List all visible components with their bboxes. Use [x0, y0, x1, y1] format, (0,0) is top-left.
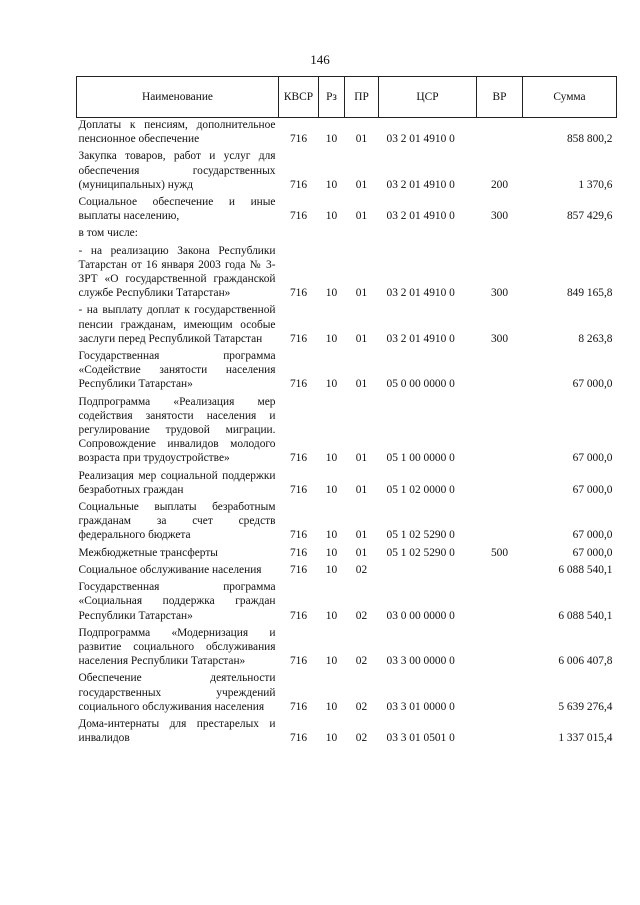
- cell-sum: 5 639 276,4: [558, 700, 613, 713]
- budget-table: [76, 76, 617, 745]
- cell-kvsr: 716: [289, 655, 308, 668]
- cell-rz: 10: [325, 700, 338, 713]
- header-kvsr: КВСР: [279, 77, 319, 118]
- cell-pr: 01: [355, 210, 368, 223]
- table-row: [77, 668, 617, 714]
- cell-kvsr: [279, 223, 319, 240]
- cell-rz: 10: [325, 732, 338, 745]
- cell-pr: 01: [355, 133, 368, 146]
- cell-sum: 1 370,6: [578, 178, 613, 191]
- cell-rz: 10: [325, 178, 338, 191]
- table-header: [77, 77, 617, 118]
- cell-kvsr: 716: [289, 452, 308, 465]
- table-row: [77, 241, 617, 301]
- page-number: 146: [310, 52, 330, 67]
- cell-csr: 03 2 01 4910 0: [386, 133, 455, 146]
- cell-pr: 01: [355, 287, 368, 300]
- cell-vr: [477, 623, 523, 669]
- cell-sum: 67 000,0: [572, 378, 613, 391]
- cell-rz: 10: [325, 287, 338, 300]
- cell-rz: [319, 223, 345, 240]
- cell-pr: 02: [355, 700, 368, 713]
- table-body: [77, 118, 617, 746]
- table-row: [77, 560, 617, 577]
- cell-vr: 300: [490, 210, 509, 223]
- cell-vr: [477, 392, 523, 466]
- cell-sum: 67 000,0: [572, 483, 613, 496]
- cell-rz: 10: [325, 452, 338, 465]
- cell-kvsr: 716: [289, 178, 308, 191]
- cell-vr: 300: [490, 287, 509, 300]
- table-row: [77, 192, 617, 223]
- table-row: [77, 497, 617, 543]
- table-row: [77, 392, 617, 466]
- cell-pr: 01: [355, 546, 368, 559]
- cell-csr: 03 3 01 0000 0: [386, 700, 455, 713]
- cell-sum: 857 429,6: [566, 210, 613, 223]
- cell-csr: 05 0 00 0000 0: [386, 378, 455, 391]
- cell-sum: 67 000,0: [572, 546, 613, 559]
- cell-kvsr: 716: [289, 210, 308, 223]
- table-row: [77, 346, 617, 392]
- cell-rz: 10: [325, 546, 338, 559]
- cell-name: Социальное обеспечение и иные выплаты населению,: [78, 196, 276, 223]
- cell-rz: 10: [325, 378, 338, 391]
- cell-sum: 849 165,8: [566, 287, 613, 300]
- cell-csr: 05 1 02 5290 0: [386, 529, 455, 542]
- cell-vr: [477, 714, 523, 745]
- cell-vr: 300: [490, 332, 509, 345]
- cell-sum: 67 000,0: [572, 452, 613, 465]
- cell-vr: [477, 560, 523, 577]
- header-name: Наименование: [77, 77, 279, 118]
- cell-pr: 02: [355, 732, 368, 745]
- cell-sum: 67 000,0: [572, 529, 613, 542]
- cell-name: - на выплату доплат к государственной пенсии гражданам, имеющим особые заслуги перед Республикой Татарстан: [78, 304, 276, 345]
- cell-sum: 6 088 540,1: [558, 609, 613, 622]
- table-row: [77, 714, 617, 745]
- cell-name: Подпрограмма «Модернизация и развитие социального обслуживания населения Республики Татарстан»: [78, 626, 276, 668]
- cell-name: Социальные выплаты безработным гражданам за счет средств федерального бюджета: [78, 501, 276, 542]
- cell-kvsr: 716: [289, 332, 308, 345]
- cell-pr: 01: [355, 483, 368, 496]
- cell-kvsr: 716: [289, 378, 308, 391]
- cell-kvsr: 716: [289, 700, 308, 713]
- cell-pr: 01: [355, 378, 368, 391]
- cell-name: Государственная программа «Содействие занятости населения Республики Татарстан»: [78, 350, 276, 391]
- cell-pr: [345, 223, 379, 240]
- table-row: [77, 543, 617, 560]
- cell-csr: [379, 560, 477, 577]
- cell-csr: 03 3 01 0501 0: [386, 732, 455, 745]
- cell-name: Доплаты к пенсиям, дополнительное пенсионное обеспечение: [78, 119, 276, 146]
- cell-name: - на реализацию Закона Республики Татарстан от 16 января 2003 года № 3-ЗРТ «О государственной гражданской службе Республики Татарстан»: [78, 244, 276, 300]
- cell-pr: 01: [355, 332, 368, 345]
- cell-csr: 05 1 02 5290 0: [386, 546, 455, 559]
- cell-pr: 01: [355, 178, 368, 191]
- table-row: [77, 300, 617, 346]
- cell-pr: 02: [355, 609, 368, 622]
- cell-csr: 05 1 02 0000 0: [386, 483, 455, 496]
- cell-csr: 03 2 01 4910 0: [386, 332, 455, 345]
- header-sum: Сумма: [523, 77, 617, 118]
- cell-vr: [477, 577, 523, 623]
- header-rz: Рз: [319, 77, 345, 118]
- cell-kvsr: 716: [289, 483, 308, 496]
- cell-sum: 6 006 407,8: [558, 655, 613, 668]
- table-row: [77, 577, 617, 623]
- cell-csr: 05 1 00 0000 0: [386, 452, 455, 465]
- cell-kvsr: 716: [289, 133, 308, 146]
- cell-kvsr: 716: [289, 732, 308, 745]
- cell-name: Обеспечение деятельности государственных учреждений социального обслуживания населения: [78, 672, 276, 713]
- cell-pr: 01: [355, 452, 368, 465]
- cell-rz: 10: [325, 483, 338, 496]
- cell-kvsr: 716: [289, 287, 308, 300]
- cell-name: Закупка товаров, работ и услуг для обеспечения государственных (муниципальных) нужд: [78, 150, 276, 191]
- table-row: [77, 223, 617, 240]
- cell-csr: 03 2 01 4910 0: [386, 287, 455, 300]
- cell-name: Реализация мер социальной поддержки безработных граждан: [78, 469, 276, 496]
- cell-rz: 10: [325, 563, 338, 576]
- cell-rz: 10: [325, 529, 338, 542]
- cell-name: Дома-интернаты для престарелых и инвалидов: [78, 717, 276, 745]
- cell-sum: 8 263,8: [578, 332, 613, 345]
- cell-pr: 01: [355, 529, 368, 542]
- cell-kvsr: 716: [289, 529, 308, 542]
- cell-rz: 10: [325, 133, 338, 146]
- table-row: [77, 623, 617, 669]
- cell-vr: [477, 118, 523, 147]
- cell-rz: 10: [325, 210, 338, 223]
- cell-csr: [379, 223, 477, 240]
- cell-vr: [477, 223, 523, 240]
- cell-vr: [477, 668, 523, 714]
- cell-vr: [477, 466, 523, 497]
- cell-pr: 02: [355, 563, 368, 576]
- cell-name: Государственная программа «Социальная поддержка граждан Республики Татарстан»: [78, 581, 276, 622]
- cell-name: Подпрограмма «Реализация мер содействия занятости населения и регулирование трудовой миграции. Сопровождение инвалидов молодого возраста при трудоустройстве»: [78, 395, 276, 465]
- cell-vr: 200: [490, 178, 509, 191]
- cell-pr: 02: [355, 655, 368, 668]
- cell-rz: 10: [325, 332, 338, 345]
- cell-name: Межбюджетные трансферты: [78, 546, 218, 559]
- cell-csr: 03 3 00 0000 0: [386, 655, 455, 668]
- cell-sum: 1 337 015,4: [558, 732, 613, 745]
- cell-sum: [523, 223, 617, 240]
- cell-sum: 6 088 540,1: [558, 563, 613, 576]
- cell-csr: 03 2 01 4910 0: [386, 178, 455, 191]
- cell-rz: 10: [325, 655, 338, 668]
- cell-sum: 858 800,2: [566, 133, 613, 146]
- cell-kvsr: 716: [289, 546, 308, 559]
- table-row: [77, 146, 617, 192]
- cell-kvsr: 716: [289, 609, 308, 622]
- cell-name: в том числе:: [78, 227, 138, 240]
- header-csr: ЦСР: [379, 77, 477, 118]
- cell-vr: [477, 346, 523, 392]
- header-pr: ПР: [345, 77, 379, 118]
- cell-vr: [477, 497, 523, 543]
- cell-rz: 10: [325, 609, 338, 622]
- cell-vr: 500: [490, 546, 509, 559]
- table-row: [77, 466, 617, 497]
- cell-csr: 03 0 00 0000 0: [386, 609, 455, 622]
- cell-kvsr: 716: [289, 563, 308, 576]
- cell-csr: 03 2 01 4910 0: [386, 210, 455, 223]
- table-row: [77, 118, 617, 147]
- cell-name: Социальное обслуживание населения: [78, 563, 262, 576]
- header-vr: ВР: [477, 77, 523, 118]
